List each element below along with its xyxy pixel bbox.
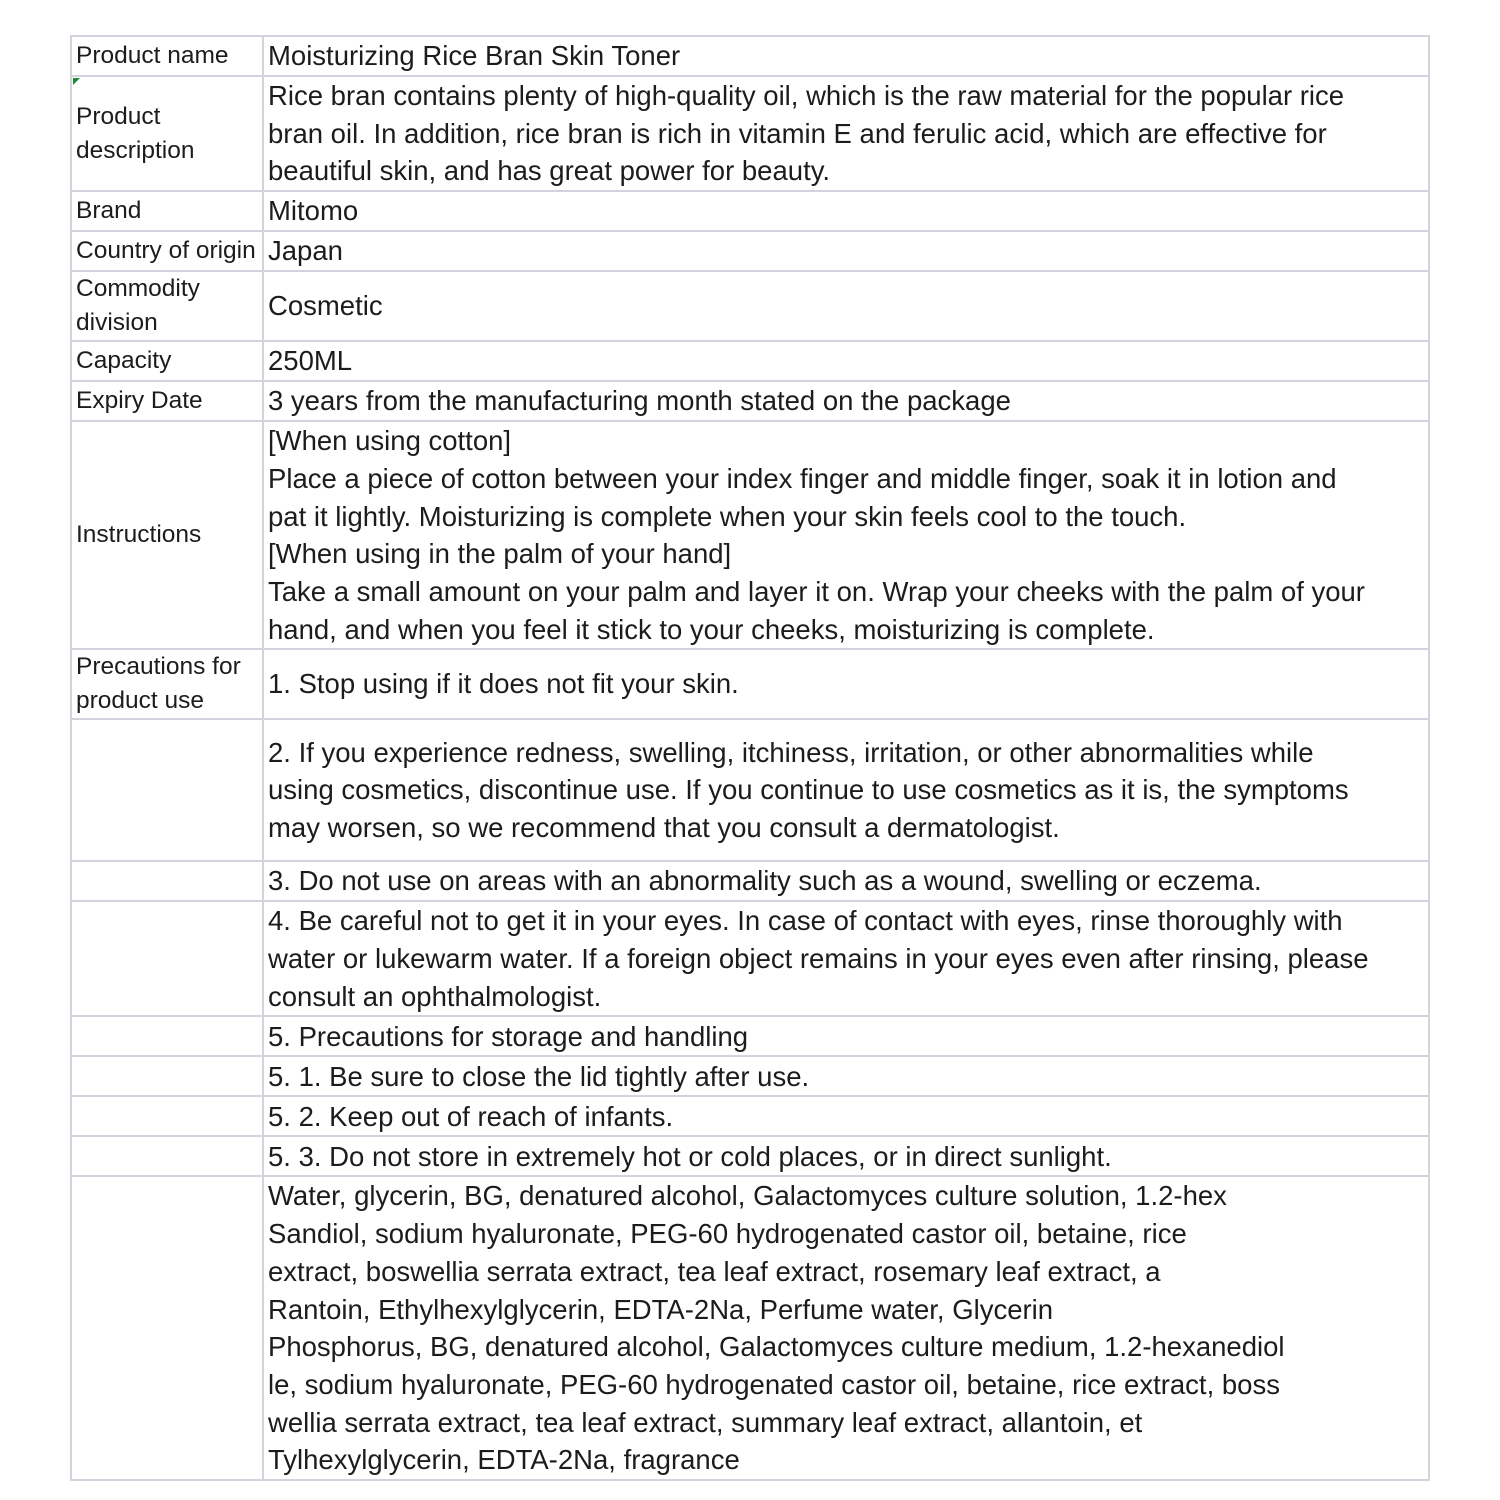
label-cell[interactable] bbox=[71, 271, 263, 341]
value-line: 5. 2. Keep out of reach of infants. bbox=[268, 1100, 674, 1132]
value-line: water or lukewarm water. If a foreign object remains in your eyes even after rinsing, please bbox=[268, 943, 1369, 975]
value-cell[interactable] bbox=[263, 1176, 1429, 1480]
row-precaution-5-1 bbox=[71, 1056, 1429, 1096]
value-line: 2. If you experience redness, swelling, itchiness, irritation, or other abnormalities while bbox=[268, 736, 1314, 768]
label-line: Instructions bbox=[76, 521, 202, 549]
value-line: 1. Stop using if it does not fit your skin. bbox=[268, 668, 739, 700]
label-line: division bbox=[76, 309, 158, 337]
row-commodity-division bbox=[71, 271, 1429, 341]
value-cell[interactable] bbox=[263, 191, 1429, 231]
label-line: Product name bbox=[76, 42, 229, 69]
label-cell[interactable] bbox=[71, 421, 263, 649]
value-line: Japan bbox=[268, 235, 343, 267]
label-cell[interactable] bbox=[71, 231, 263, 271]
label-cell[interactable] bbox=[71, 1176, 263, 1480]
value-cell[interactable] bbox=[263, 36, 1429, 76]
label-cell[interactable] bbox=[71, 901, 263, 1016]
value-cell[interactable] bbox=[263, 271, 1429, 341]
value-line: beautiful skin, and has great power for beauty. bbox=[268, 155, 831, 187]
label-line: Product bbox=[76, 102, 161, 130]
label-cell[interactable] bbox=[71, 381, 263, 421]
value-line: le, sodium hyaluronate, PEG-60 hydrogenated castor oil, betaine, rice extract, boss bbox=[268, 1368, 1280, 1400]
value-cell[interactable] bbox=[263, 231, 1429, 271]
value-line: Rice bran contains plenty of high-quality oil, which is the raw material for the popular rice bbox=[268, 80, 1345, 111]
value-cell[interactable] bbox=[263, 421, 1429, 649]
row-precautions bbox=[71, 649, 1429, 719]
value-line: consult an ophthalmologist. bbox=[268, 980, 602, 1012]
row-product-description bbox=[71, 76, 1429, 191]
value-line: 5. Precautions for storage and handling bbox=[268, 1020, 749, 1052]
value-line: wellia serrata extract, tea leaf extract, summary leaf extract, allantoin, et bbox=[268, 1406, 1143, 1438]
value-line: Place a piece of cotton between your index finger and middle finger, soak it in lotion and bbox=[268, 462, 1337, 494]
value-line: [When using in the palm of your hand] bbox=[268, 538, 732, 570]
value-line: Phosphorus, BG, denatured alcohol, Galactomyces culture medium, 1.2-hexanediol bbox=[268, 1331, 1285, 1363]
value-line: 5. 3. Do not store in extremely hot or cold places, or in direct sunlight. bbox=[268, 1140, 1112, 1172]
value-line: pat it lightly. Moisturizing is complete when your skin feels cool to the touch. bbox=[268, 500, 1187, 532]
label-cell[interactable] bbox=[71, 1056, 263, 1096]
value-cell[interactable] bbox=[263, 719, 1429, 861]
value-line: using cosmetics, discontinue use. If you continue to use cosmetics as it is, the symptoms bbox=[268, 774, 1349, 806]
label-line: description bbox=[76, 136, 195, 164]
label-line: Commodity bbox=[76, 275, 200, 303]
row-precaution-4 bbox=[71, 901, 1429, 1016]
value-line: Sandiol, sodium hyaluronate, PEG-60 hydrogenated castor oil, betaine, rice bbox=[268, 1218, 1187, 1250]
value-line: hand, and when you feel it stick to your cheeks, moisturizing is complete. bbox=[268, 613, 1155, 645]
value-line: Moisturizing Rice Bran Skin Toner bbox=[268, 40, 681, 72]
value-line: Water, glycerin, BG, denatured alcohol, Galactomyces culture solution, 1.2-hex bbox=[268, 1180, 1227, 1212]
label-line: Precautions for bbox=[76, 653, 241, 681]
label-cell[interactable] bbox=[71, 649, 263, 719]
row-ingredients bbox=[71, 1176, 1429, 1480]
label-cell[interactable] bbox=[71, 861, 263, 901]
row-brand bbox=[71, 191, 1429, 231]
value-cell[interactable] bbox=[263, 76, 1429, 191]
value-line: bran oil. In addition, rice bran is rich in vitamin E and ferulic acid, which are effective for bbox=[268, 117, 1327, 149]
label-cell[interactable] bbox=[71, 1016, 263, 1056]
value-line: Rantoin, Ethylhexylglycerin, EDTA-2Na, Perfume water, Glycerin bbox=[268, 1293, 1054, 1325]
row-precaution-5-3 bbox=[71, 1136, 1429, 1176]
value-line: Take a small amount on your palm and layer it on. Wrap your cheeks with the palm of your bbox=[268, 575, 1365, 607]
row-precaution-5-2 bbox=[71, 1096, 1429, 1136]
value-line: Tylhexylglycerin, EDTA-2Na, fragrance bbox=[268, 1444, 740, 1476]
value-line: 3. Do not use on areas with an abnormality such as a wound, swelling or eczema. bbox=[268, 865, 1262, 897]
value-line: 5. 1. Be sure to close the lid tightly after use. bbox=[268, 1060, 810, 1092]
value-line: Mitomo bbox=[268, 195, 359, 227]
value-cell[interactable] bbox=[263, 1016, 1429, 1056]
row-expiry-date bbox=[71, 381, 1429, 421]
value-cell[interactable] bbox=[263, 1136, 1429, 1176]
label-cell[interactable] bbox=[71, 1096, 263, 1136]
row-precaution-2 bbox=[71, 719, 1429, 861]
label-line: Brand bbox=[76, 197, 142, 225]
value-line: 4. Be careful not to get it in your eyes. In case of contact with eyes, rinse thoroughly with bbox=[268, 905, 1343, 937]
value-cell[interactable] bbox=[263, 649, 1429, 719]
value-line: 250ML bbox=[268, 345, 353, 377]
value-line: Cosmetic bbox=[268, 290, 383, 322]
value-line: may worsen, so we recommend that you consult a dermatologist. bbox=[268, 812, 1060, 844]
value-cell[interactable] bbox=[263, 861, 1429, 901]
label-cell[interactable] bbox=[71, 76, 263, 191]
value-cell[interactable] bbox=[263, 1096, 1429, 1136]
label-line: Capacity bbox=[76, 347, 172, 375]
value-line: [When using cotton] bbox=[268, 425, 512, 457]
value-line: 3 years from the manufacturing month stated on the package bbox=[268, 385, 1011, 417]
value-cell[interactable] bbox=[263, 901, 1429, 1016]
product-spec-table bbox=[70, 35, 1430, 1481]
value-line: extract, boswellia serrata extract, tea leaf extract, rosemary leaf extract, a bbox=[268, 1255, 1161, 1287]
label-cell[interactable] bbox=[71, 36, 263, 76]
label-line: Expiry Date bbox=[76, 387, 203, 415]
row-capacity bbox=[71, 341, 1429, 381]
value-cell[interactable] bbox=[263, 381, 1429, 421]
label-cell[interactable] bbox=[71, 341, 263, 381]
row-country-of-origin bbox=[71, 231, 1429, 271]
row-precaution-5 bbox=[71, 1016, 1429, 1056]
label-line: product use bbox=[76, 687, 205, 715]
value-cell[interactable] bbox=[263, 341, 1429, 381]
value-cell[interactable] bbox=[263, 1056, 1429, 1096]
row-instructions bbox=[71, 421, 1429, 649]
row-precaution-3 bbox=[71, 861, 1429, 901]
row-product-name bbox=[71, 36, 1429, 76]
label-cell[interactable] bbox=[71, 719, 263, 861]
label-line: Country of origin bbox=[76, 237, 256, 265]
label-cell[interactable] bbox=[71, 1136, 263, 1176]
label-cell[interactable] bbox=[71, 191, 263, 231]
cell-note-indicator-icon bbox=[73, 78, 80, 85]
